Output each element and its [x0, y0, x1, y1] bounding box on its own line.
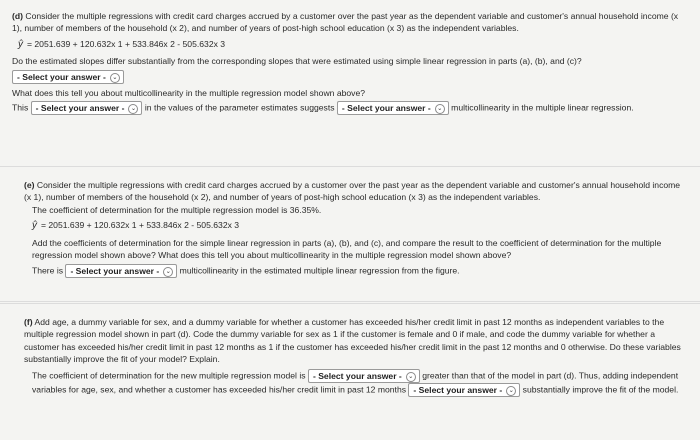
- part-f-section: [0, 303, 700, 440]
- part-d-change-dropdown[interactable]: - Select your answer - ⌄: [31, 101, 143, 115]
- chevron-down-icon: ⌄: [163, 267, 173, 277]
- part-d-multicollinearity-dropdown[interactable]: - Select your answer - ⌄: [337, 101, 449, 115]
- part-e-r2-line: The coefficient of determination for the multiple regression model is 36.35%.: [32, 204, 322, 215]
- chevron-down-icon: ⌄: [406, 372, 416, 382]
- part-e-multicollinearity-dropdown[interactable]: - Select your answer - ⌄: [65, 264, 177, 278]
- part-e-question: Add the coefficients of determination for the simple linear regression in parts (a), (b), and (c), and compare the result to the coefficient of determination for the multiple regression model shown above? What does this tell you about multicollinearity in the multiple regression model shown above?: [32, 237, 662, 261]
- part-d-heading: (d): [12, 11, 23, 21]
- part-d-question1: Do the estimated slopes differ substantially from the corresponding slopes that were estimated using simple linear regression in parts (a), (b), and (c)?: [12, 56, 582, 67]
- part-e-equation: ŷ = 2051.639 + 120.632x 1 + 533.846x 2 - 505.632x 3: [32, 220, 240, 232]
- part-e-answer-sentence: There is - Select your answer - ⌄ multicollinearity in the estimated multiple linear regression from the figure.: [32, 265, 460, 276]
- part-d-slopes-dropdown[interactable]: - Select your answer - ⌄: [12, 70, 124, 84]
- part-e-section: [0, 166, 700, 302]
- part-d-intro: (d) Consider the multiple regressions with credit card charges accrued by a customer over the past year as the dependent variable and customer's annual household income (x 1), number of members of the household (x 2), and number of years of post-high school education (x 3) as the independent variables.: [12, 11, 679, 34]
- part-e-heading: (e): [24, 180, 35, 190]
- chevron-down-icon: ⌄: [435, 104, 445, 114]
- chevron-down-icon: ⌄: [506, 386, 516, 396]
- part-d-dropdown-row: [12, 70, 688, 84]
- part-f-intro: (f) Add age, a dummy variable for sex, and a dummy variable for whether a customer has exceeded his/her credit limit in past 12 months as independent variables to the multiple regression model shown in part (d). Code the dummy variable for sex as 1 if the customer is female and 0 if male, and code the dummy variable for whether a customer has exceeded his/her credit limit in past 12 months as 1 if the customer has exceeded his/her credit limit in the past 12 months and 0 otherwise. Do these variables substantially improve the fit of your model? Explain.: [24, 317, 681, 365]
- part-d-equation: ŷ = 2051.639 + 120.632x 1 + 533.846x 2 - 505.632x 3: [18, 38, 226, 50]
- part-f-r2-dropdown[interactable]: - Select your answer - ⌄: [308, 369, 420, 383]
- part-d-question2: What does this tell you about multicollinearity in the multiple regression model shown above?: [12, 87, 366, 98]
- part-f-heading: (f): [24, 317, 33, 327]
- part-e-intro: (e) Consider the multiple regressions with credit card charges accrued by a customer over the past year as the dependent variable and customer's annual household income (x 1), number of members of the household (x 2), and number of years of post-high school education (x 3) as the independent variables.: [24, 180, 681, 203]
- part-d-section: [0, 0, 700, 160]
- y-hat-symbol: ŷ: [18, 38, 23, 50]
- chevron-down-icon: ⌄: [128, 104, 138, 114]
- part-f-improve-dropdown[interactable]: - Select your answer - ⌄: [408, 383, 520, 397]
- y-hat-symbol: ŷ: [32, 220, 37, 232]
- part-f-answer-sentence: The coefficient of determination for the new multiple regression model is - Select your answer - ⌄ greater than that of the model in part (d). Thus, adding independent variables for age, sex, and whether a customer has exceeded his/her credit limit in past 12 months - Select your answer - ⌄ substantially improve the fit of the model.: [32, 370, 679, 395]
- chevron-down-icon: ⌄: [110, 73, 120, 83]
- part-d-answer-sentence: This - Select your answer - ⌄ in the values of the parameter estimates suggests - Select your answer - ⌄ multicollinearity in the multiple linear regression.: [12, 102, 634, 114]
